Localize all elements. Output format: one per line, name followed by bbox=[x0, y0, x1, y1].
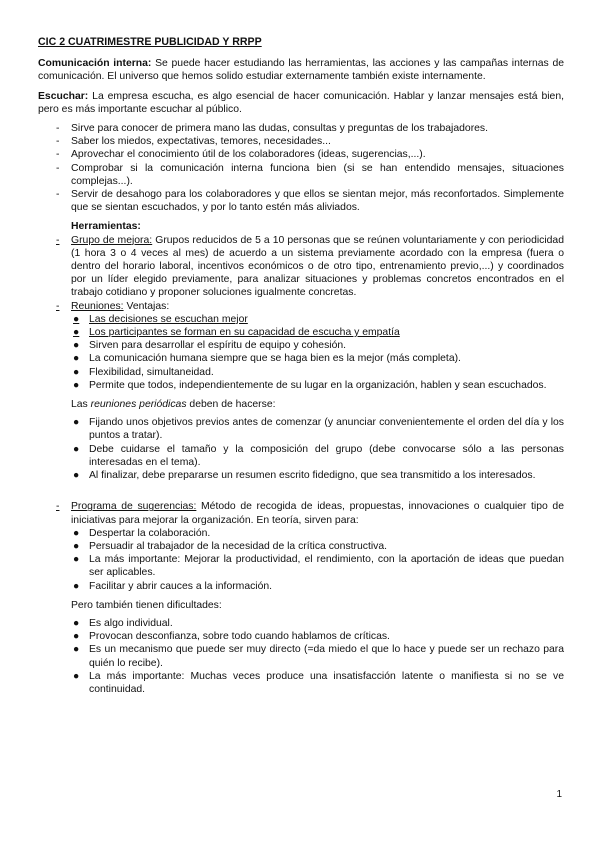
list-item: ● La comunicación humana siempre que se haga bien es la mejor (más completa). bbox=[73, 353, 461, 365]
bullet-marker: ● bbox=[73, 554, 80, 566]
grupo-mejora-text: Grupos reducidos de 5 a 10 personas que se reúnen voluntariamente y con periodicidad (1 hora 3 o 4 veces al mes) de acuerdo a un sistema previamente acordado con la empresa (fuera o dentro del horario laboral, incentivos económicos o de otro tipo, entrenamiento previo,...) y coordinados por un líder elegido previamente, para analizar situaciones y problemas concretos encontrados en el trabajo cotidiano y proponer soluciones igualmente concretas. bbox=[71, 234, 564, 299]
bullet-marker: ● bbox=[73, 366, 80, 378]
bullet-marker: ● bbox=[73, 617, 80, 629]
bullet-marker: ● bbox=[73, 353, 80, 365]
document-page bbox=[38, 36, 564, 702]
list-item: ● Fijando unos objetivos previos antes de comenzar (y anunciar convenientemente el orden del día y los puntos a tratar). bbox=[73, 417, 564, 442]
escuchar-paragraph bbox=[38, 90, 564, 116]
periodicas-emphasis: reuniones periódicas bbox=[90, 399, 187, 411]
document-title: CIC 2 CUATRIMESTRE PUBLICIDAD Y RRPP bbox=[38, 36, 262, 48]
list-item: ● Provocan desconfianza, sobre todo cuando hablamos de críticas. bbox=[73, 631, 390, 643]
page-number: 1 bbox=[556, 789, 562, 800]
list-item: ● Las decisiones se escuchan mejor bbox=[73, 313, 248, 325]
periodicas-intro: Las reuniones periódicas deben de hacerse: bbox=[71, 399, 276, 411]
programa-sugerencias-text: Método de recogida de ideas, propuestas, innovaciones o cualquier tipo de iniciativas para mejorar la organización. En teoría, sirven para: bbox=[71, 501, 564, 526]
dificultades-intro: Pero también tienen dificultades: bbox=[71, 599, 222, 611]
dash-marker: - bbox=[56, 136, 60, 148]
bullet-marker: ● bbox=[73, 313, 80, 325]
grupo-mejora-item bbox=[38, 234, 564, 300]
dash-marker: - bbox=[56, 149, 60, 161]
dash-marker: - bbox=[56, 123, 60, 135]
list-item: - Sirve para conocer de primera mano las dudas, consultas y preguntas de los trabajadores. bbox=[56, 123, 489, 135]
list-item: ● Debe cuidarse el tamaño y la composición del grupo (debe convocarse sólo a las personas interesadas en el tema). bbox=[73, 443, 564, 468]
list-item: - Comprobar si la comunicación interna funciona bien (si se han entendido mensajes, situaciones complejas...). bbox=[56, 162, 564, 187]
list-item: ● Los participantes se forman en su capacidad de escucha y empatía bbox=[73, 327, 400, 339]
list-item: ● Persuadir al trabajador de la necesidad de la crítica constructiva. bbox=[73, 540, 388, 552]
programa-sugerencias-label: Programa de sugerencias: bbox=[71, 501, 197, 513]
bullet-marker: ● bbox=[73, 443, 80, 455]
list-item: ● Es un mecanismo que puede ser muy directo (=da miedo el que lo hace y puede ser un rechazo para quién lo recibe). bbox=[73, 644, 564, 669]
reuniones-item bbox=[38, 300, 564, 313]
dash-marker: - bbox=[56, 234, 60, 246]
list-item: ● Flexibilidad, simultaneidad. bbox=[73, 366, 214, 378]
intro-label: Comunicación interna: bbox=[38, 58, 152, 70]
intro-paragraph bbox=[38, 57, 564, 83]
escuchar-list bbox=[38, 122, 564, 214]
intro-text: Se puede hacer estudiando las herramientas, las acciones y las campañas internas de comunicación. El universo que hemos solido estudiar externamente también existe internamente. bbox=[38, 58, 565, 83]
list-item: ● Al finalizar, debe prepararse un resumen escrito fidedigno, que sea transmitido a los interesados. bbox=[73, 470, 536, 482]
list-item: - Saber los miedos, expectativas, temores, necesidades... bbox=[56, 136, 331, 148]
sirven-list bbox=[38, 527, 564, 593]
escuchar-label: Escuchar: bbox=[38, 90, 89, 102]
dash-marker: - bbox=[56, 162, 60, 174]
herramientas-heading: Herramientas: bbox=[71, 221, 141, 233]
escuchar-text: La empresa escucha, es algo esencial de hacer comunicación. Hablar y lanzar mensajes está bien, pero es más importante escuchar al público. bbox=[38, 90, 564, 115]
bullet-marker: ● bbox=[73, 631, 80, 643]
reuniones-label: Reuniones: bbox=[71, 300, 124, 312]
list-item: ● Permite que todos, independientemente de su lugar en la organización, hablen y sean escuchados. bbox=[73, 379, 547, 391]
reuniones-text: Ventajas: bbox=[123, 300, 170, 312]
list-item: ● Sirven para desarrollar el espíritu de equipo y cohesión. bbox=[73, 340, 347, 352]
ventajas-list bbox=[38, 313, 564, 392]
list-item: ● La más importante: Mejorar la productividad, el rendimiento, con la aportación de ideas que puedan ser aplicables. bbox=[73, 554, 564, 579]
dificultades-list bbox=[38, 617, 564, 696]
bullet-marker: ● bbox=[73, 340, 80, 352]
programa-sugerencias-item bbox=[38, 500, 564, 526]
grupo-mejora-label: Grupo de mejora: bbox=[71, 234, 153, 246]
list-item: - Servir de desahogo para los colaboradores y que ellos se sientan mejor, más reconfortados. Simplemente que se sientan escuchados, y por lo tanto estén más aliviados. bbox=[56, 189, 564, 214]
list-item: - Aprovechar el conocimiento útil de los colaboradores (ideas, sugerencias,...). bbox=[56, 149, 426, 161]
bullet-marker: ● bbox=[73, 527, 80, 539]
bullet-marker: ● bbox=[73, 470, 80, 482]
list-item: ● Es algo individual. bbox=[73, 617, 173, 629]
dash-marker: - bbox=[56, 501, 60, 513]
bullet-marker: ● bbox=[73, 379, 80, 391]
periodicas-list bbox=[38, 416, 564, 482]
bullet-marker: ● bbox=[73, 580, 80, 592]
bullet-marker: ● bbox=[73, 670, 80, 682]
list-item: ● Despertar la colaboración. bbox=[73, 527, 211, 539]
bullet-marker: ● bbox=[73, 644, 80, 656]
dash-marker: - bbox=[56, 189, 60, 201]
bullet-marker: ● bbox=[73, 417, 80, 429]
dash-marker: - bbox=[56, 300, 60, 312]
bullet-marker: ● bbox=[73, 540, 80, 552]
bullet-marker: ● bbox=[73, 327, 80, 339]
list-item: ● Facilitar y abrir cauces a la información. bbox=[73, 580, 273, 592]
list-item: ● La más importante: Muchas veces produce una insatisfacción latente o manifiesta si no se ve continuidad. bbox=[73, 670, 564, 695]
